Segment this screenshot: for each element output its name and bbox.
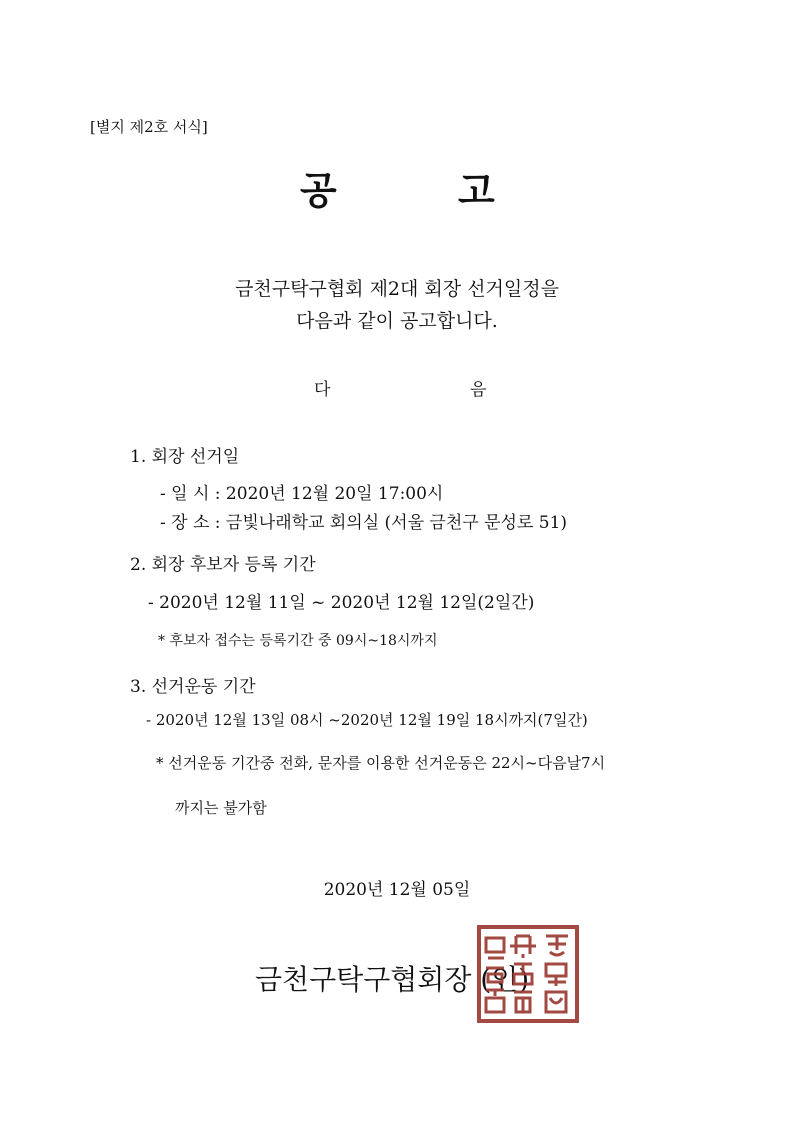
form-label: [별지 제2호 서식]	[90, 118, 208, 136]
da-eum-char-2: 음	[470, 380, 487, 400]
registration-period: - 2020년 12월 11일 ~ 2020년 12월 12일(2일간)	[148, 593, 535, 613]
section-2-heading: 2. 회장 후보자 등록 기간	[130, 555, 316, 575]
election-place: - 장 소 : 금빛나래학교 회의실 (서울 금천구 문성로 51)	[160, 513, 568, 533]
da-eum-char-1: 다	[314, 380, 331, 400]
election-datetime: - 일 시 : 2020년 12월 20일 17:00시	[160, 484, 444, 504]
seal-glyphs	[486, 936, 568, 1012]
official-seal-icon	[476, 924, 580, 1024]
section-3-heading: 3. 선거운동 기간	[130, 677, 256, 697]
announcement-date: 2020년 12월 05일	[323, 880, 471, 900]
campaign-note-line-1: * 선거운동 기간중 전화, 문자를 이용한 선거운동은 22시~다음날7시	[156, 754, 606, 772]
campaign-note-line-2: 까지는 불가함	[175, 799, 267, 817]
section-1-heading: 1. 회장 선거일	[130, 447, 240, 467]
title-char-1: 공	[300, 168, 337, 213]
campaign-period: - 2020년 12월 13일 08시 ~2020년 12월 19일 18시까지(7일간)	[146, 711, 588, 729]
registration-note: * 후보자 접수는 등록기간 중 09시~18시까지	[158, 633, 438, 649]
title-char-2: 고	[458, 168, 495, 213]
signature-line: 금천구탁구협회장 (인)	[255, 963, 530, 996]
intro-line-1: 금천구탁구협회 제2대 회장 선거일정을	[235, 278, 559, 300]
intro-line-2: 다음과 같이 공고합니다.	[296, 310, 498, 332]
